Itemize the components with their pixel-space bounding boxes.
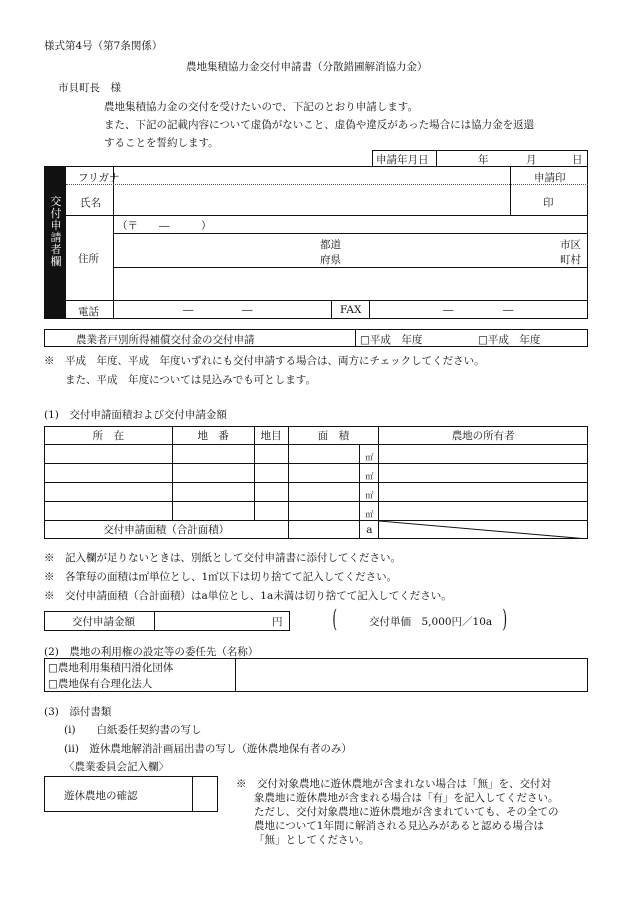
- total-area-cell[interactable]: [288, 521, 360, 539]
- col-land-type: 地目: [254, 427, 288, 445]
- subsidy-label: 農業者戸別所得補償交付金の交付申請: [76, 334, 255, 346]
- land-type-cell[interactable]: [254, 502, 288, 521]
- owner-cell[interactable]: [379, 445, 588, 464]
- subsidy-option-2[interactable]: □平成 年度: [478, 334, 541, 346]
- committee-note-1: ※ 交付対象農地に遊休農地が含まれない場合は「無」を、交付対: [236, 778, 551, 790]
- committee-note-2: 象農地に遊休農地が含まれる場合は「有」を記入してください。: [254, 792, 559, 804]
- fax-dash-1: ―: [443, 304, 454, 316]
- fax-label: FAX: [340, 304, 362, 316]
- delegate-option-1[interactable]: □農地利用集積円滑化団体: [48, 662, 174, 674]
- name-field[interactable]: [114, 186, 509, 214]
- address-label: 住所: [78, 253, 99, 265]
- col-area: 面 積: [288, 427, 379, 445]
- location-cell[interactable]: [45, 464, 173, 483]
- area-cell[interactable]: [288, 502, 360, 521]
- unit-m2: ㎡: [360, 502, 379, 521]
- table-row: [45, 445, 588, 464]
- section3-title: (3) 添付書類: [44, 706, 112, 718]
- month-label: 月: [526, 154, 537, 166]
- lot-cell[interactable]: [172, 445, 254, 464]
- intro-line-3: することを誓約します。: [104, 137, 219, 149]
- section1-title: (1) 交付申請面積および交付申請金額: [44, 409, 227, 421]
- seal-label: 申請印: [534, 172, 566, 184]
- city-label-2: 町村: [560, 254, 581, 266]
- section2-title: (2) 農地の利用権の設定等の委任先（名称）: [44, 646, 259, 658]
- unit-m2: ㎡: [360, 483, 379, 502]
- intro-line-1: 農地集積協力金の交付を受けたいので、下記のとおり申請します。: [104, 101, 418, 113]
- intro-line-2: また、下記の記載内容について虚偽がないこと、虚偽や違反があった場合には協力金を返還: [104, 119, 535, 131]
- subsidy-option-1[interactable]: □平成 年度: [360, 334, 423, 346]
- unit-m2: ㎡: [360, 464, 379, 483]
- attachment-1: (i) 白紙委任契約書の写し: [64, 724, 202, 736]
- note-top-2: また、平成 年度については見込みでも可とします。: [44, 374, 316, 386]
- location-cell[interactable]: [45, 502, 173, 521]
- location-cell[interactable]: [45, 483, 173, 502]
- committee-label: 〈農業委員会記入欄〉: [64, 761, 169, 773]
- form-number: 様式第4号（第7条関係）: [44, 40, 163, 52]
- unit-price: 交付単価 5,000円／10a: [369, 616, 493, 628]
- postal-code-field[interactable]: （〒 ― ）: [117, 220, 212, 232]
- col-owner: 農地の所有者: [379, 427, 588, 445]
- land-type-cell[interactable]: [254, 483, 288, 502]
- col-lot-number: 地 番: [172, 427, 254, 445]
- committee-note-4: 農地について1年間に解消される見込みがあると認める場合は: [254, 820, 544, 832]
- form-title: 農地集積協力金交付申請書（分散錯圃解消協力金）: [186, 61, 428, 73]
- area-cell[interactable]: [288, 464, 360, 483]
- diagonal-line: [379, 521, 588, 539]
- land-type-cell[interactable]: [254, 464, 288, 483]
- phone-dash-2: ―: [242, 304, 253, 316]
- unit-m2: ㎡: [360, 445, 379, 464]
- note-top-1: ※ 平成 年度、平成 年度いずれにも交付申請する場合は、両方にチェックしてください。: [44, 355, 485, 367]
- section1-note-1: ※ 記入欄が足りないときは、別紙として交付申請書に添付してください。: [44, 552, 401, 564]
- idle-farmland-check-field[interactable]: [193, 777, 217, 811]
- amount-field[interactable]: [155, 612, 273, 630]
- delegate-option-2[interactable]: □農地保有合理化法人: [48, 678, 153, 690]
- committee-note-5: 「無」としてください。: [254, 834, 370, 846]
- col-location: 所 在: [45, 427, 173, 445]
- city-label-1: 市区: [560, 239, 581, 251]
- owner-cell[interactable]: [379, 502, 588, 521]
- seal-mark: 印: [543, 197, 554, 209]
- bracket-left: (: [332, 605, 338, 633]
- addressee: 市貝町長 様: [58, 82, 121, 94]
- fax-dash-2: ―: [503, 304, 514, 316]
- unit-a: a: [360, 521, 379, 539]
- table-row: [45, 502, 588, 521]
- total-area-label: 交付申請面積（合計面積）: [45, 521, 289, 539]
- lot-cell[interactable]: [172, 483, 254, 502]
- lot-cell[interactable]: [172, 464, 254, 483]
- section1-note-2: ※ 各筆毎の面積は㎡単位とし、1㎡以下は切り捨てて記入してください。: [44, 571, 398, 583]
- bracket-right: ): [502, 605, 508, 633]
- phone-label: 電話: [78, 306, 99, 318]
- furigana-label: フリガナ: [78, 172, 120, 184]
- prefecture-label-2: 府県: [320, 254, 341, 266]
- area-table: [44, 426, 588, 539]
- area-cell[interactable]: [288, 445, 360, 464]
- table-row: [45, 464, 588, 483]
- location-cell[interactable]: [45, 445, 173, 464]
- furigana-field[interactable]: [114, 167, 509, 184]
- lot-cell[interactable]: [172, 502, 254, 521]
- owner-cell[interactable]: [379, 464, 588, 483]
- name-label: 氏名: [80, 197, 101, 209]
- amount-unit: 円: [272, 616, 283, 628]
- date-label: 申請年月日: [376, 154, 429, 166]
- total-owner-cell: [379, 521, 588, 539]
- section1-note-3: ※ 交付申請面積（合計面積）はa単位とし、1a未満は切り捨てて記入してください。: [44, 590, 452, 602]
- year-label: 年: [478, 154, 489, 166]
- land-type-cell[interactable]: [254, 445, 288, 464]
- table-row: [45, 483, 588, 502]
- committee-note-3: ただし、交付対象農地に遊休農地が含まれていても、その全ての: [254, 806, 559, 818]
- prefecture-label-1: 都道: [320, 239, 341, 251]
- idle-farmland-check-label: 遊休農地の確認: [64, 790, 138, 802]
- area-cell[interactable]: [288, 483, 360, 502]
- phone-dash-1: ―: [183, 304, 194, 316]
- amount-label: 交付申請金額: [72, 616, 135, 628]
- day-label: 日: [572, 154, 583, 166]
- applicant-side-label: 交付申請者欄: [50, 195, 62, 268]
- attachment-2: (ii) 遊休農地解消計画届出書の写し（遊休農地保有者のみ）: [64, 743, 352, 755]
- owner-cell[interactable]: [379, 483, 588, 502]
